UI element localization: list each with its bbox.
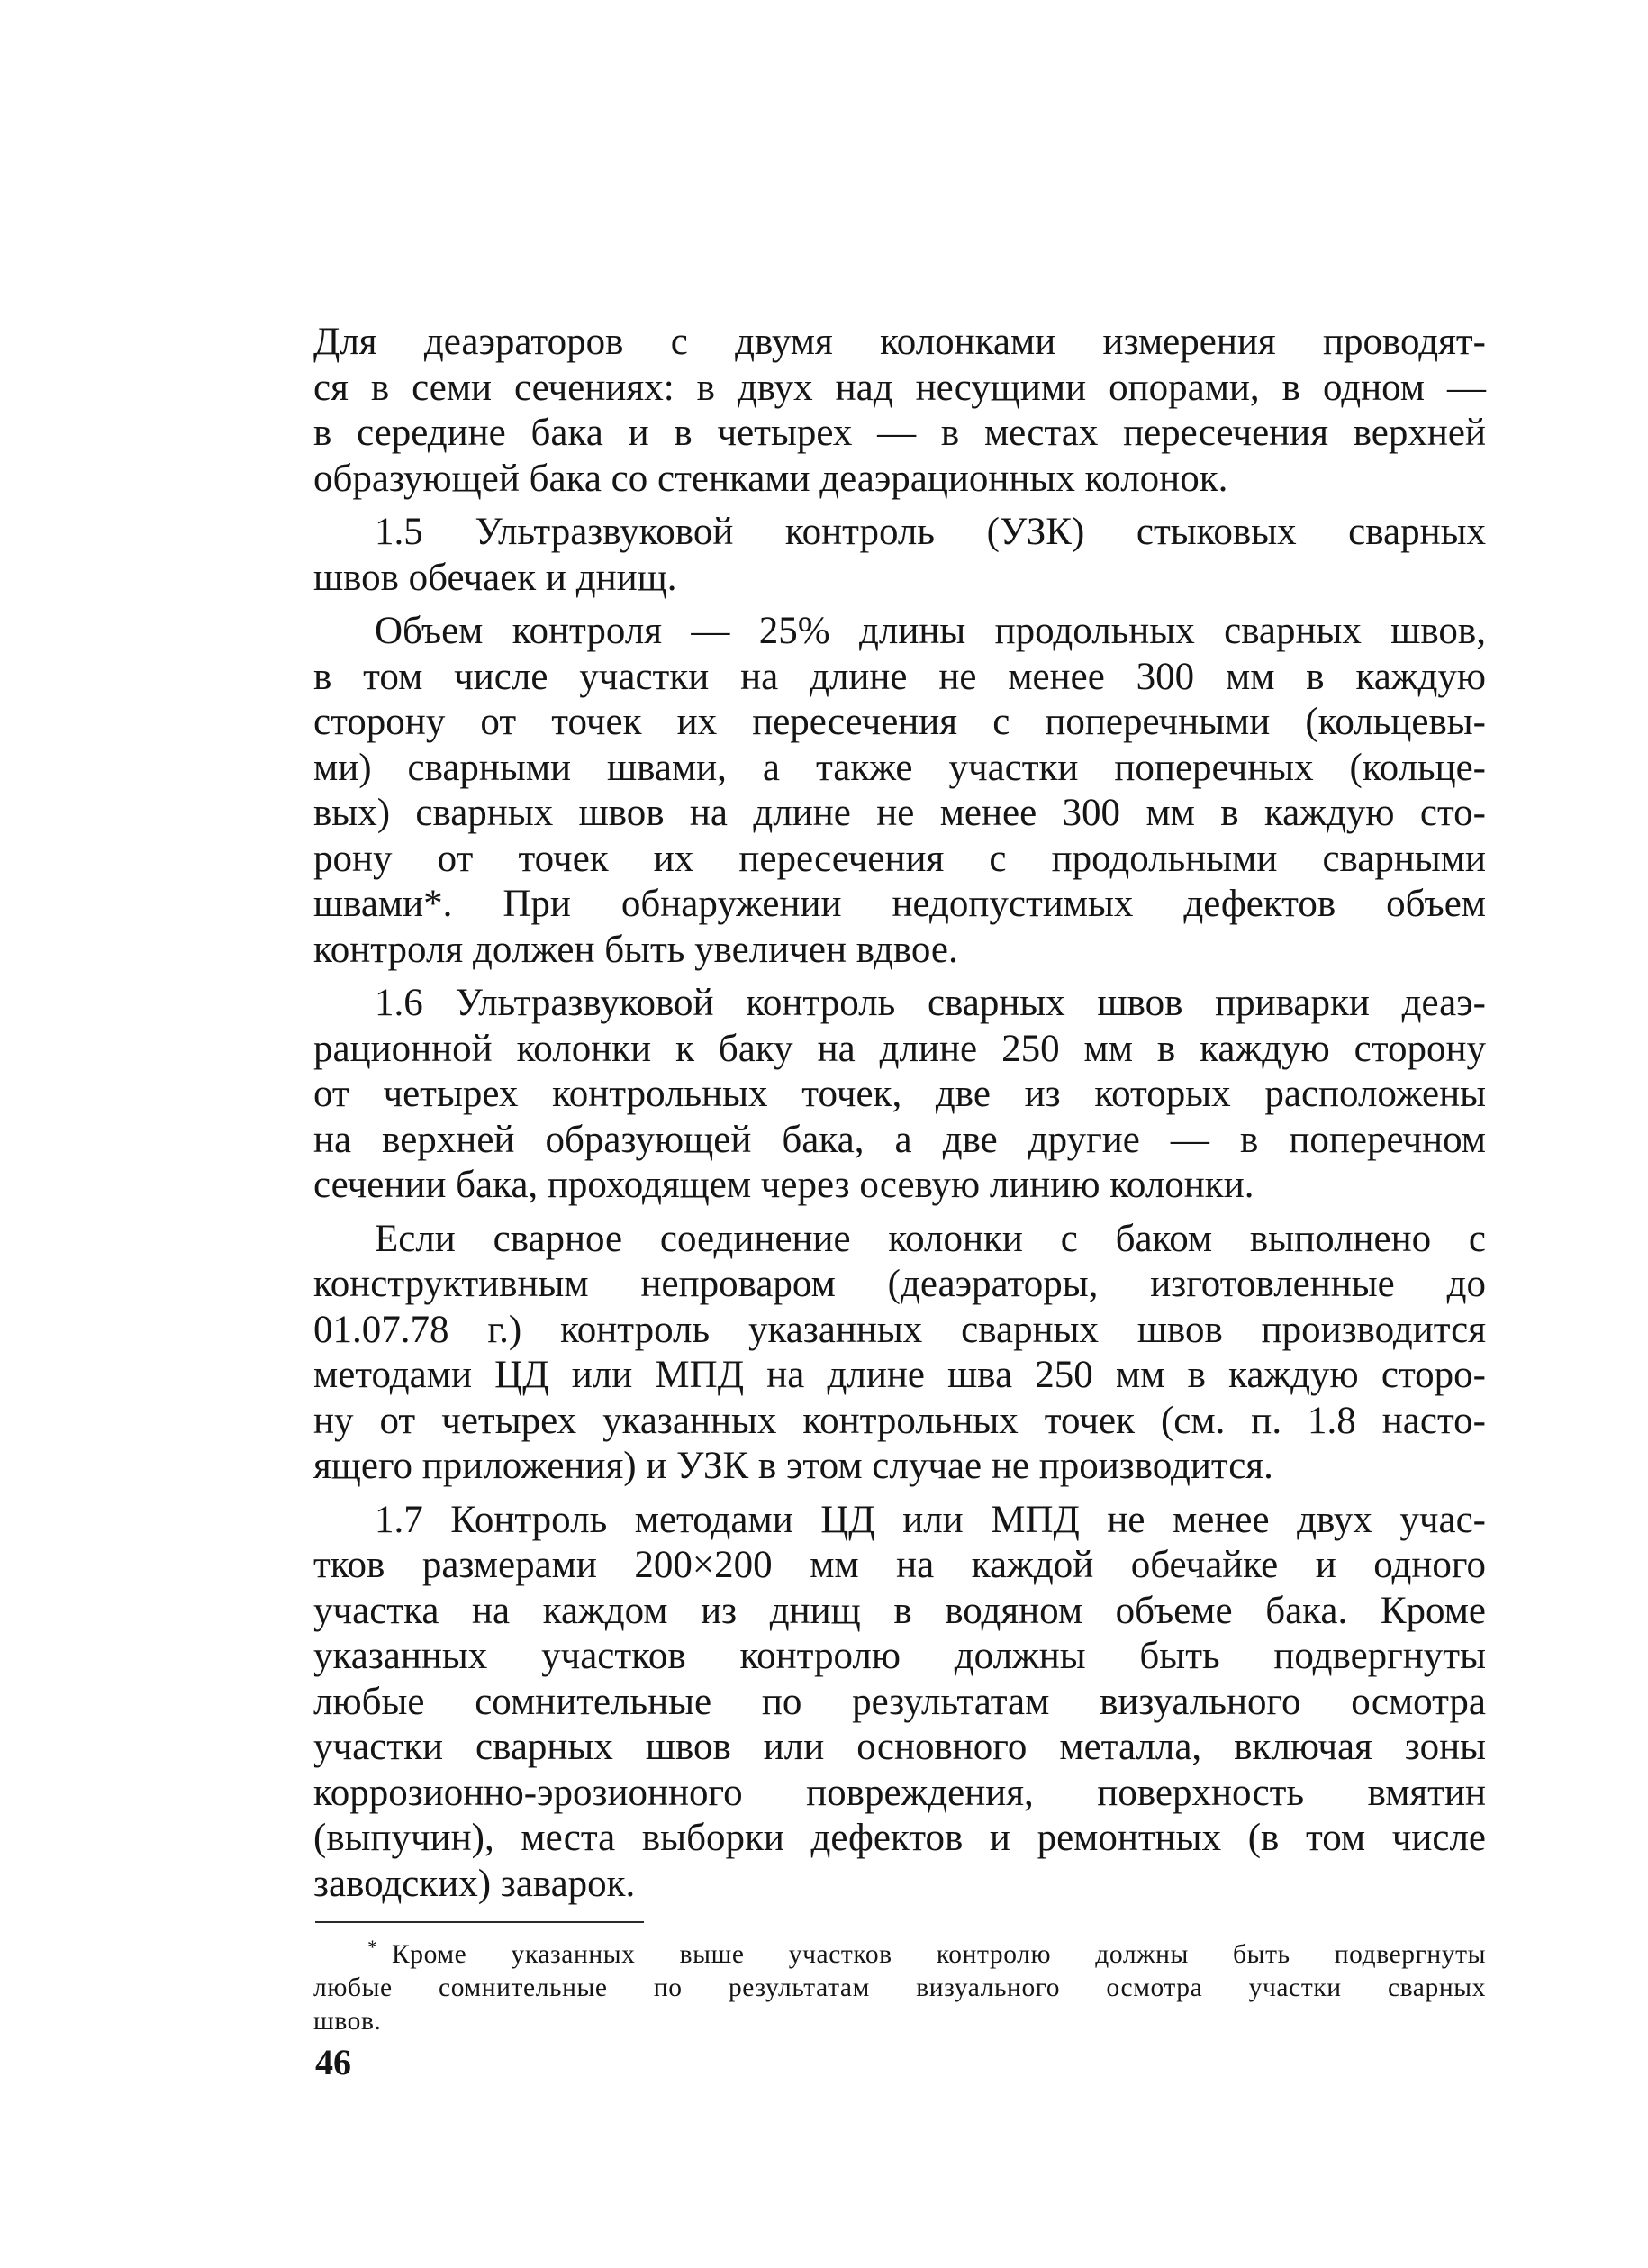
- text-line: швов обечаек и днищ.: [313, 556, 677, 599]
- footnote-line: любые сомнительные по результатам визуального осмотра участки сварных: [313, 1973, 1486, 2002]
- text-line: 01.07.78 г.) контроль указанных сварных швов производится: [313, 1308, 1486, 1351]
- text-line: Если сварное соединение колонки с баком выполнено с: [375, 1217, 1486, 1260]
- text-line: любые сомнительные по результатам визуального осмотра: [313, 1680, 1486, 1723]
- text-line: 1.5 Ультразвуковой контроль (УЗК) стыковых сварных: [375, 511, 1486, 553]
- text-line: участка на каждом из днищ в водяном объеме бака. Кроме: [313, 1589, 1486, 1632]
- text-line: образующей бака со стенками деаэрационных колонок.: [313, 457, 1228, 500]
- text-line: коррозионно-эрозионного повреждения, поверхность вмятин: [313, 1771, 1486, 1814]
- text-line: (выпучин), места выборки дефектов и ремонтных (в том числе: [313, 1817, 1486, 1859]
- text-line: заводских) заварок.: [313, 1862, 636, 1905]
- page-number: 46: [315, 2042, 351, 2082]
- text-line: сторону от точек их пересечения с поперечными (кольцевы-: [313, 701, 1486, 743]
- text-line: ящего приложения) и УЗК в этом случае не производится.: [313, 1445, 1273, 1487]
- text-line: ну от четырех указанных контрольных точек (см. п. 1.8 насто-: [313, 1399, 1486, 1442]
- text-line: Объем контроля — 25% длины продольных сварных швов,: [375, 610, 1486, 652]
- text-line: Для деаэраторов с двумя колонками измерения проводят-: [313, 321, 1486, 363]
- paragraph-deaerator-sections: [313, 320, 1486, 502]
- footnote-text: Кроме указанных выше участков контролю должны быть подвергнуты: [392, 1940, 1486, 1969]
- paragraph-1-5-ultrasonic: [313, 510, 1486, 601]
- text-line: в середине бака и в четырех — в местах пересечения верхней: [313, 412, 1486, 454]
- text-line: ми) сварными швами, а также участки поперечных (кольце-: [313, 746, 1486, 789]
- paragraph-incomplete-penetration: [313, 1217, 1486, 1490]
- text-line: в том числе участки на длине не менее 300 мм в каждую: [313, 655, 1486, 698]
- text-line: конструктивным непроваром (деаэраторы, изготовленные до: [313, 1263, 1486, 1305]
- text-line: сечении бака, проходящем через осевую линию колонки.: [313, 1164, 1254, 1206]
- footnote-line: швов.: [313, 2007, 382, 2036]
- footnote-divider: [315, 1921, 644, 1923]
- text-line: 1.6 Ультразвуковой контроль сварных швов приварки деаэ-: [375, 982, 1486, 1024]
- text-line: швами*. При обнаружении недопустимых дефектов объем: [313, 883, 1486, 925]
- text-line: методами ЦД или МПД на длине шва 250 мм в каждую сторо-: [313, 1354, 1486, 1396]
- footnote-line: [313, 1930, 1486, 1972]
- text-line: на верхней образующей бака, а две другие — в поперечном: [313, 1118, 1486, 1161]
- text-line: участки сварных швов или основного металла, включая зоны: [313, 1726, 1486, 1768]
- text-line: рону от точек их пересечения с продольными сварными: [313, 837, 1486, 880]
- paragraph-control-volume: [313, 609, 1486, 973]
- paragraph-1-6-column-welds: [313, 981, 1486, 1209]
- footnote-marker: *: [367, 1936, 377, 1958]
- footnote: [313, 1930, 1486, 2038]
- text-line: контроля должен быть увеличен вдвое.: [313, 928, 958, 971]
- text-line: вых) сварных швов на длине не менее 300 мм в каждую сто-: [313, 792, 1486, 834]
- paragraph-1-7-cd-mpd-control: [313, 1498, 1486, 1908]
- text-line: ся в семи сечениях: в двух над несущими опорами, в одном —: [313, 366, 1486, 409]
- text-line: от четырех контрольных точек, две из которых расположены: [313, 1073, 1486, 1115]
- text-line: тков размерами 200×200 мм на каждой обечайке и одного: [313, 1544, 1486, 1586]
- text-line: рационной колонки к баку на длине 250 мм в каждую сторону: [313, 1027, 1486, 1070]
- text-line: 1.7 Контроль методами ЦД или МПД не менее двух учас-: [375, 1498, 1486, 1541]
- text-line: указанных участков контролю должны быть подвергнуты: [313, 1635, 1486, 1677]
- main-text: [313, 320, 1486, 1907]
